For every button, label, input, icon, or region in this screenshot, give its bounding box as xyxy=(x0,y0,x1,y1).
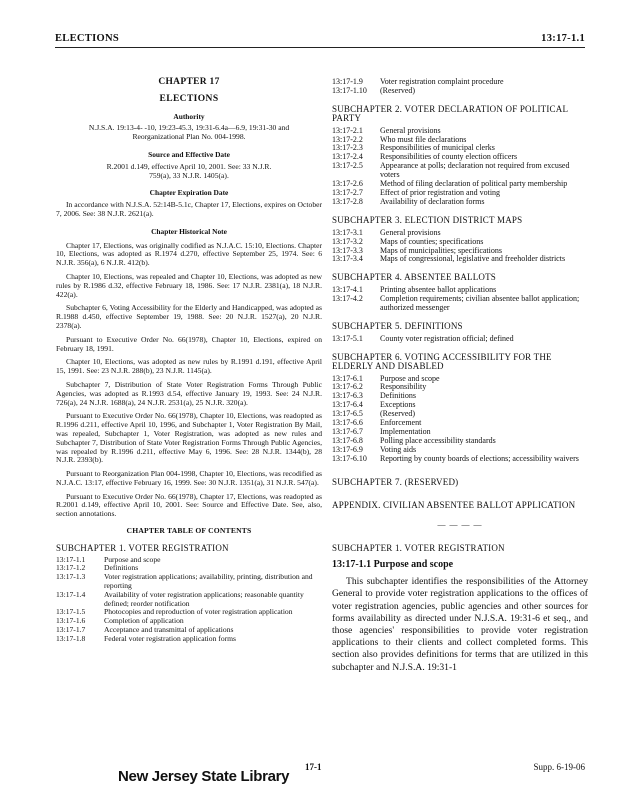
toc-entry-title: Who must file declarations xyxy=(380,134,467,144)
subchapter-title: SUBCHAPTER 7. (RESERVED) xyxy=(332,476,459,487)
toc-entry-number: 13:17-2.4 xyxy=(332,152,363,162)
toc-entry-number: 13:17-1.3 xyxy=(56,572,86,582)
toc-entry-number: 13:17-6.2 xyxy=(332,382,363,392)
subchapter-title: SUBCHAPTER 3. ELECTION DISTRICT MAPS xyxy=(332,214,523,225)
toc-entry-number: 13:17-6.1 xyxy=(332,373,363,383)
toc-entry-number: 13:17-1.5 xyxy=(56,607,86,617)
toc-entry-title: Enforcement xyxy=(380,418,422,428)
toc-entry xyxy=(56,591,322,609)
history-paragraph: Chapter 17, Elections, was originally codified as N.J.A.C. 15:10, Elections. Chapter 10, Elections, was adopted as R.1974 d.270, effective September 25, 1974. See: 6 N.J.R. 356(a), 6 N.J.R. 412(b). xyxy=(56,240,322,268)
toc-entry-number: 13:17-1.2 xyxy=(56,563,86,573)
authority-heading: Authority xyxy=(173,111,205,121)
expiration-text: In accordance with N.J.S.A. 52:14B-5.1c, Chapter 17, Elections, expires on October 7, 2006. See: 38 N.J.R. 2621(a). xyxy=(56,200,323,218)
toc-entry-title: Purpose and scope xyxy=(380,373,440,383)
toc-entry-title: Availability of voter registration applications; reasonable quantity defined; reorder notification xyxy=(104,589,304,608)
toc-entry-title: Definitions xyxy=(380,391,416,401)
source-heading: Source and Effective Date xyxy=(148,149,230,159)
toc-entry-title: Completion requirements; civilian absentee ballot application; authorized messenger xyxy=(380,294,580,313)
history-paragraph: Subchapter 6, Voting Accessibility for the Elderly and Handicapped, was adopted as R.1988 d.450, effective September 19, 1988. See: 20 N.J.R. 1527(a), 20 N.J.R. 2378(a). xyxy=(56,303,322,330)
toc-entry xyxy=(332,392,588,401)
toc-entry-number: 13:17-1.6 xyxy=(56,616,86,626)
history-paragraph: Pursuant to Executive Order No. 66(1978), Chapter 17, Elections, was readopted as R.2001 d.149, effective April 10, 2001. See: Source and Effective Date. See, also, section annotations. xyxy=(56,491,322,519)
subchapter-title: SUBCHAPTER 1. VOTER REGISTRATION xyxy=(56,542,229,553)
toc-entry-title: Acceptance and transmittal of applications xyxy=(104,625,234,635)
toc-entry-title: Purpose and scope xyxy=(104,554,161,564)
subchapter-heading: SUBCHAPTER 1. VOTER REGISTRATION xyxy=(332,543,505,554)
history-paragraph: Pursuant to Executive Order No. 66(1978), Chapter 10, Elections, expired on February 18, 1991. xyxy=(56,334,322,353)
section-body: This subchapter identifies the responsibilities of the Attorney General to provide voter registration applications to the offices of voter registration agencies, public agencies and other sources for forms availability as directed under N.J.S.A. 19:31-6 et seq., and those agencies' responsibilities to provide voter registration applications to their clients and collect completed forms. This section also provides definitions for terms that are utilized in this subchapter and N.J.S.A. 19:31-1 xyxy=(332,576,588,673)
toc-entry-title: Photocopies and reproduction of voter registration application xyxy=(104,607,293,617)
toc-entry-title: Polling place accessibility standards xyxy=(380,435,496,445)
history-paragraph: Chapter 10, Elections, was adopted as new rules by R.1991 d.191, effective April 15, 1991. See: 23 N.J.R. 288(b), 23 N.J.R. 1145(a). xyxy=(56,357,322,376)
expiration-heading: Chapter Expiration Date xyxy=(149,188,229,198)
toc-entry-title: Maps of municipalities; specifications xyxy=(380,245,502,255)
toc-entry-title: Maps of congressional, legislative and freeholder districts xyxy=(380,254,566,264)
toc-entry xyxy=(332,255,588,264)
toc-entry-number: 13:17-1.8 xyxy=(56,633,86,643)
toc-entry-title: (Reserved) xyxy=(380,409,416,419)
toc-entry-title: Responsibilities of municipal clerks xyxy=(380,143,495,153)
toc-entry xyxy=(332,78,588,87)
subchapter-title: SUBCHAPTER 6. VOTING ACCESSIBILITY FOR THE ELDERLY AND DISABLED xyxy=(332,351,552,371)
toc-entry xyxy=(332,401,588,410)
toc-entry-title: Implementation xyxy=(380,427,431,436)
toc-list xyxy=(332,375,588,464)
toc-list xyxy=(56,556,322,644)
chapter-title: ELECTIONS xyxy=(159,93,219,104)
toc-entry-title: Federal voter registration application forms xyxy=(104,633,237,643)
subchapter-title: SUBCHAPTER 5. DEFINITIONS xyxy=(332,320,463,331)
toc-entry xyxy=(332,437,588,446)
toc-entry-number: 13:17-2.3 xyxy=(332,143,363,153)
toc-entry-title: Maps of counties; specifications xyxy=(380,236,484,246)
toc-entry-title: Exceptions xyxy=(380,400,416,410)
toc-entry-number: 13:17-4.2 xyxy=(332,294,363,304)
section-heading: 13:17-1.1 Purpose and scope xyxy=(332,559,454,571)
toc-entry-title: (Reserved) xyxy=(380,85,416,95)
toc-entry-number: 13:17-2.2 xyxy=(332,134,363,144)
toc-entry-title: Completion of application xyxy=(104,616,184,626)
toc-entry-number: 13:17-2.5 xyxy=(332,161,363,171)
toc-entry-number: 13:17-2.6 xyxy=(332,179,363,189)
toc-entry-number: 13:17-3.1 xyxy=(332,227,363,237)
toc-entry-number: 13:17-3.2 xyxy=(332,236,363,246)
history-paragraph: Pursuant to Executive Order No. 66(1978), Chapter 10, Elections, was readopted as R.1996 d.211, effective April 10, 1996, and Subchapter 1, Voter Registration By Mail, was repealed, Subchapter 1, Voter Registration, was adopted as new rules and Subchapter 7, Distribution of State Voter Registration Forms Through Public Agencies, was repealed by R.1996 d.211, effective May 6, 1996. See: 28 N.J.R. 1344(b), 28 N.J.R. 2393(b). xyxy=(56,411,322,465)
toc-entry-number: 13:17-6.9 xyxy=(332,444,363,454)
subchapter-title: SUBCHAPTER 2. VOTER DECLARATION OF POLITICAL PARTY xyxy=(332,103,568,123)
toc-entry-number: 13:17-3.4 xyxy=(332,254,363,264)
toc-list xyxy=(332,78,588,96)
authority-text: N.J.S.A. 19:13-4- -10, 19:23-45.3, 19:31-6.4a—6.9, 19:31-30 and Reorganizational Plan No. 004-1998. xyxy=(88,123,290,142)
toc-entry-number: 13:17-5.1 xyxy=(332,333,363,343)
toc-entry xyxy=(56,556,322,565)
appendix-title: APPENDIX. CIVILIAN ABSENTEE BALLOT APPLICATION xyxy=(332,499,576,510)
toc-entry xyxy=(332,198,588,207)
subchapter-title: SUBCHAPTER 4. ABSENTEE BALLOTS xyxy=(332,272,497,283)
history-paragraph: Pursuant to Reorganization Plan 004-1998, Chapter 10, Elections, was recodified as N.J.A.C. 13:17, effective February 16, 1999. See: 30 N.J.R. 1351(a), 31 N.J.R. 547(a). xyxy=(56,469,322,487)
toc-entry-number: 13:17-6.7 xyxy=(332,427,363,436)
toc-entry xyxy=(332,87,588,96)
toc-entry-number: 13:17-1.4 xyxy=(56,589,86,599)
right-column xyxy=(332,78,588,674)
toc-entry xyxy=(332,295,588,313)
section-divider: — — — — xyxy=(437,520,483,530)
toc-entry xyxy=(332,419,588,428)
chapter-number: CHAPTER 17 xyxy=(158,77,220,87)
toc-entry-title: Appearance at polls; declaration not required from excused voters xyxy=(380,161,570,180)
toc-entry-number: 13:17-1.10 xyxy=(332,85,367,95)
toc-list xyxy=(332,335,588,344)
toc-heading: CHAPTER TABLE OF CONTENTS xyxy=(126,526,252,536)
toc-entry-number: 13:17-2.8 xyxy=(332,196,363,206)
source-text: R.2001 d.149, effective April 10, 2001. See: 33 N.J.R. 759(a), 33 N.J.R. 1405(a). xyxy=(106,161,272,180)
toc-list xyxy=(332,286,588,313)
toc-entry-title: Voter registration complaint procedure xyxy=(380,77,504,86)
toc-entry-title: Printing absentee ballot applications xyxy=(380,285,497,295)
toc-entry-number: 13:17-2.1 xyxy=(332,125,363,135)
toc-entry xyxy=(56,635,322,644)
toc-entry-number: 13:17-1.1 xyxy=(56,554,86,564)
toc-entry-number: 13:17-4.1 xyxy=(332,285,363,295)
toc-entry-title: Voting aids xyxy=(380,444,417,454)
toc-entry-title: Effect of prior registration and voting xyxy=(380,187,501,197)
toc-entry-title: Method of filing declaration of political party membership xyxy=(380,179,568,189)
toc-entry-number: 13:17-6.10 xyxy=(332,453,367,463)
history-paragraph: Chapter 10, Elections, was repealed and Chapter 10, Elections, was adopted as new rules by R.1986 d.32, effective February 18, 1986. See: 17 N.J.R. 2381(a), 18 N.J.R. 422(a). xyxy=(56,271,322,299)
left-column xyxy=(56,78,322,644)
header-rule xyxy=(55,47,585,48)
toc-entry xyxy=(56,608,322,617)
toc-entry xyxy=(332,455,588,464)
toc-list xyxy=(332,127,588,207)
toc-entry-number: 13:17-6.8 xyxy=(332,435,363,445)
toc-entry-title: Reporting by county boards of elections; accessibility waivers xyxy=(380,453,579,463)
toc-entry-title: Voter registration applications; availability, printing, distribution and reporting xyxy=(104,572,313,591)
toc-entry-title: Responsibility xyxy=(380,382,427,392)
toc-entry-title: Definitions xyxy=(104,563,139,573)
history-heading: Chapter Historical Note xyxy=(151,226,227,236)
toc-entry xyxy=(332,383,588,392)
toc-entry xyxy=(56,573,322,591)
toc-entry xyxy=(332,335,588,344)
toc-entry xyxy=(332,162,588,180)
toc-entry-title: General provisions xyxy=(380,125,441,135)
toc-entry xyxy=(332,410,588,419)
toc-entry-number: 13:17-6.5 xyxy=(332,409,363,419)
toc-entry-number: 13:17-6.3 xyxy=(332,391,363,401)
toc-list xyxy=(332,229,588,265)
running-header-left: ELECTIONS xyxy=(55,33,119,44)
supplement-date: Supp. 6-19-06 xyxy=(533,762,585,772)
toc-entry-number: 13:17-1.9 xyxy=(332,77,363,86)
library-watermark: New Jersey State Library xyxy=(118,768,290,785)
toc-entry-title: Responsibilities of county election officers xyxy=(380,152,518,162)
toc-entry-number: 13:17-3.3 xyxy=(332,245,363,255)
toc-entry-number: 13:17-1.7 xyxy=(56,625,86,635)
toc-entry-number: 13:17-6.4 xyxy=(332,400,363,410)
toc-entry-number: 13:17-2.7 xyxy=(332,187,363,197)
toc-entry-title: County voter registration official; defined xyxy=(380,333,514,343)
toc-entry-number: 13:17-6.6 xyxy=(332,418,363,428)
toc-entry xyxy=(332,375,588,384)
page-number: 17-1 xyxy=(305,762,322,772)
running-header-right: 13:17-1.1 xyxy=(541,33,585,44)
toc-entry-title: Availability of declaration forms xyxy=(380,196,485,206)
history-paragraph: Subchapter 7, Distribution of State Voter Registration Forms Through Public Agencies, was adopted as R.1993 d.54, effective January 19, 1993. See: 24 N.J.R. 726(a), 24 N.J.R. 1688(a), 24 N.J.R. 2531(a), 25 N.J.R. 320(a). xyxy=(56,379,322,407)
toc-entry-title: General provisions xyxy=(380,227,441,237)
